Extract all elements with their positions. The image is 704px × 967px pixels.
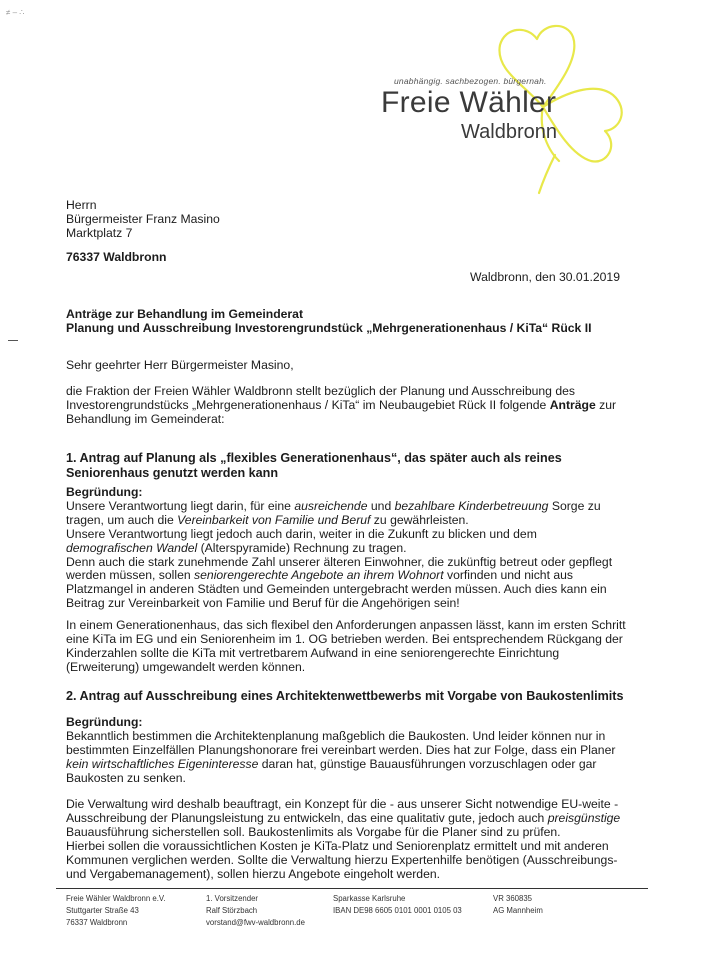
footer-col-register: VR 360835 AG Mannheim xyxy=(493,894,543,915)
antrag-1-paragraph-1: Unsere Verantwortung liegt darin, für eine ausreichende und bezahlbare Kinderbetreuung Sorge zu tragen, um auch die Vereinbarkeit von Familie und Beruf zu gewährleisten. xyxy=(66,498,601,527)
greeting: Sehr geehrter Herr Bürgermeister Masino, xyxy=(66,358,294,372)
recipient-city: 76337 Waldbronn xyxy=(66,250,167,264)
intro-paragraph: die Fraktion der Freien Wähler Waldbronn stellt bezüglich der Planung und Ausschreibung des Investorengrundstücks „Mehrgenerationenhaus / KiTa“ im Neubaugebiet Rück II folgende Anträge zur Behandlung im Gemeinderat: xyxy=(66,384,617,426)
recipient-street: Marktplatz 7 xyxy=(66,226,133,240)
antrag-1-body xyxy=(66,486,626,611)
antrag-2-paragraph-3: Hierbei sollen die voraussichtlichen Kosten je KiTa-Platz und Seniorenplatz ermittelt und mit anderen Kommunen verglichen werden. Sollte die Verwaltung hierzu Expertenhilfe benötigen (Ausschreibungs- und Vergabemanagement), sollen hierzu Angebote eingeholt werden. xyxy=(66,838,618,881)
antrag-1-paragraph-4: In einem Generationenhaus, das sich flexibel den Anforderungen anpassen lässt, kann im ersten Schritt eine KiTa im EG und ein Seniorenheim im 1. OG betrieben werden. Bei entsprechendem Rückgang der Kinderzahlen sollte die KiTa mit vertretbarem Aufwand in eine seniorengerechte Einrichtung (Erweiterung) umgewandelt werden können. xyxy=(66,618,626,674)
antrag-1-paragraph-2: Unsere Verantwortung liegt jedoch auch darin, weiter in die Zukunft zu blicken und dem demografischen Wandel (Alterspyramide) Rechnung zu tragen. xyxy=(66,526,537,555)
intro-emphasis: Anträge xyxy=(549,397,596,412)
antrag-2-section xyxy=(66,689,626,704)
antrag-1-title: 1. Antrag auf Planung als „flexibles Generationenhaus“, das später auch als reines Seniorenhaus genutzt werden kann xyxy=(66,451,562,480)
scan-mark: ≠ – ∴ xyxy=(6,8,25,17)
logo-name: Freie Wähler xyxy=(381,86,557,119)
antrag-2-body-2 xyxy=(66,798,626,881)
footer-col-chair: 1. Vorsitzender Ralf Störzbach vorstand@fwv-waldbronn.de xyxy=(206,894,305,927)
footer-col-association: Freie Wähler Waldbronn e.V. Stuttgarter Straße 43 76337 Waldbronn xyxy=(66,894,166,927)
footer-col-bank: Sparkasse Karlsruhe IBAN DE98 6605 0101 0001 0105 03 xyxy=(333,894,462,915)
footer-email-link[interactable]: vorstand@fwv-waldbronn.de xyxy=(206,918,305,927)
date-line: Waldbronn, den 30.01.2019 xyxy=(470,270,620,284)
subject-line-2: Planung und Ausschreibung Investorengrundstück „Mehrgenerationenhaus / KiTa“ Rück II xyxy=(66,321,592,335)
recipient-name: Bürgermeister Franz Masino xyxy=(66,212,220,226)
antrag-2-begruendung: Begründung: xyxy=(66,715,143,729)
subject-line-1: Anträge zur Behandlung im Gemeinderat xyxy=(66,307,304,321)
antrag-2-paragraph-1: Bekanntlich bestimmen die Architektenplanung maßgeblich die Baukosten. Und leider können nur in bestimmten Einzelfällen Planungshonorare frei vereinbart werden. Dies hat zur Folge, dass ein Planer kein wirtschaftliches Eigeninteresse daran hat, günstige Bauausführungen vorzuschlagen oder gar Baukosten zu senken. xyxy=(66,728,616,785)
antrag-1-paragraph-3: Denn auch die stark zunehmende Zahl unserer älteren Einwohner, die zukünftig betreut oder gepflegt werden müssen, sollen seniorengerechte Angebote an ihrem Wohnort vorfinden und nicht aus Platzmangel in anderen Städten und Gemeinden untergebracht werden müssen. Auch dies kann ein Beitrag zur Vereinbarkeit von Familie und Beruf für die Angehörigen sein! xyxy=(66,554,613,611)
recipient-salutation: Herrn xyxy=(66,198,97,212)
fold-mark xyxy=(8,340,18,341)
antrag-2-body xyxy=(66,716,626,786)
antrag-1-begruendung: Begründung: xyxy=(66,485,143,499)
antrag-2-paragraph-2: Die Verwaltung wird deshalb beauftragt, ein Konzept für die - aus unserer Sicht notwendige EU-weite - Ausschreibung der Planungsleistung zu entwickeln, das eine qualitativ gute, jedoch auch preisgünstige Bauausführung sicherstellen soll. Baukostenlimits als Vorgabe für die Planer sind zu prüfen. xyxy=(66,797,621,839)
antrag-2-title: 2. Antrag auf Ausschreibung eines Architektenwettbewerbs mit Vorgabe von Baukostenlimits xyxy=(66,689,624,703)
antrag-1-section xyxy=(66,451,626,480)
logo-tagline: unabhängig. sachbezogen. bürgernah. xyxy=(394,76,547,86)
footer-divider xyxy=(56,888,648,889)
logo-place: Waldbronn xyxy=(461,121,557,143)
